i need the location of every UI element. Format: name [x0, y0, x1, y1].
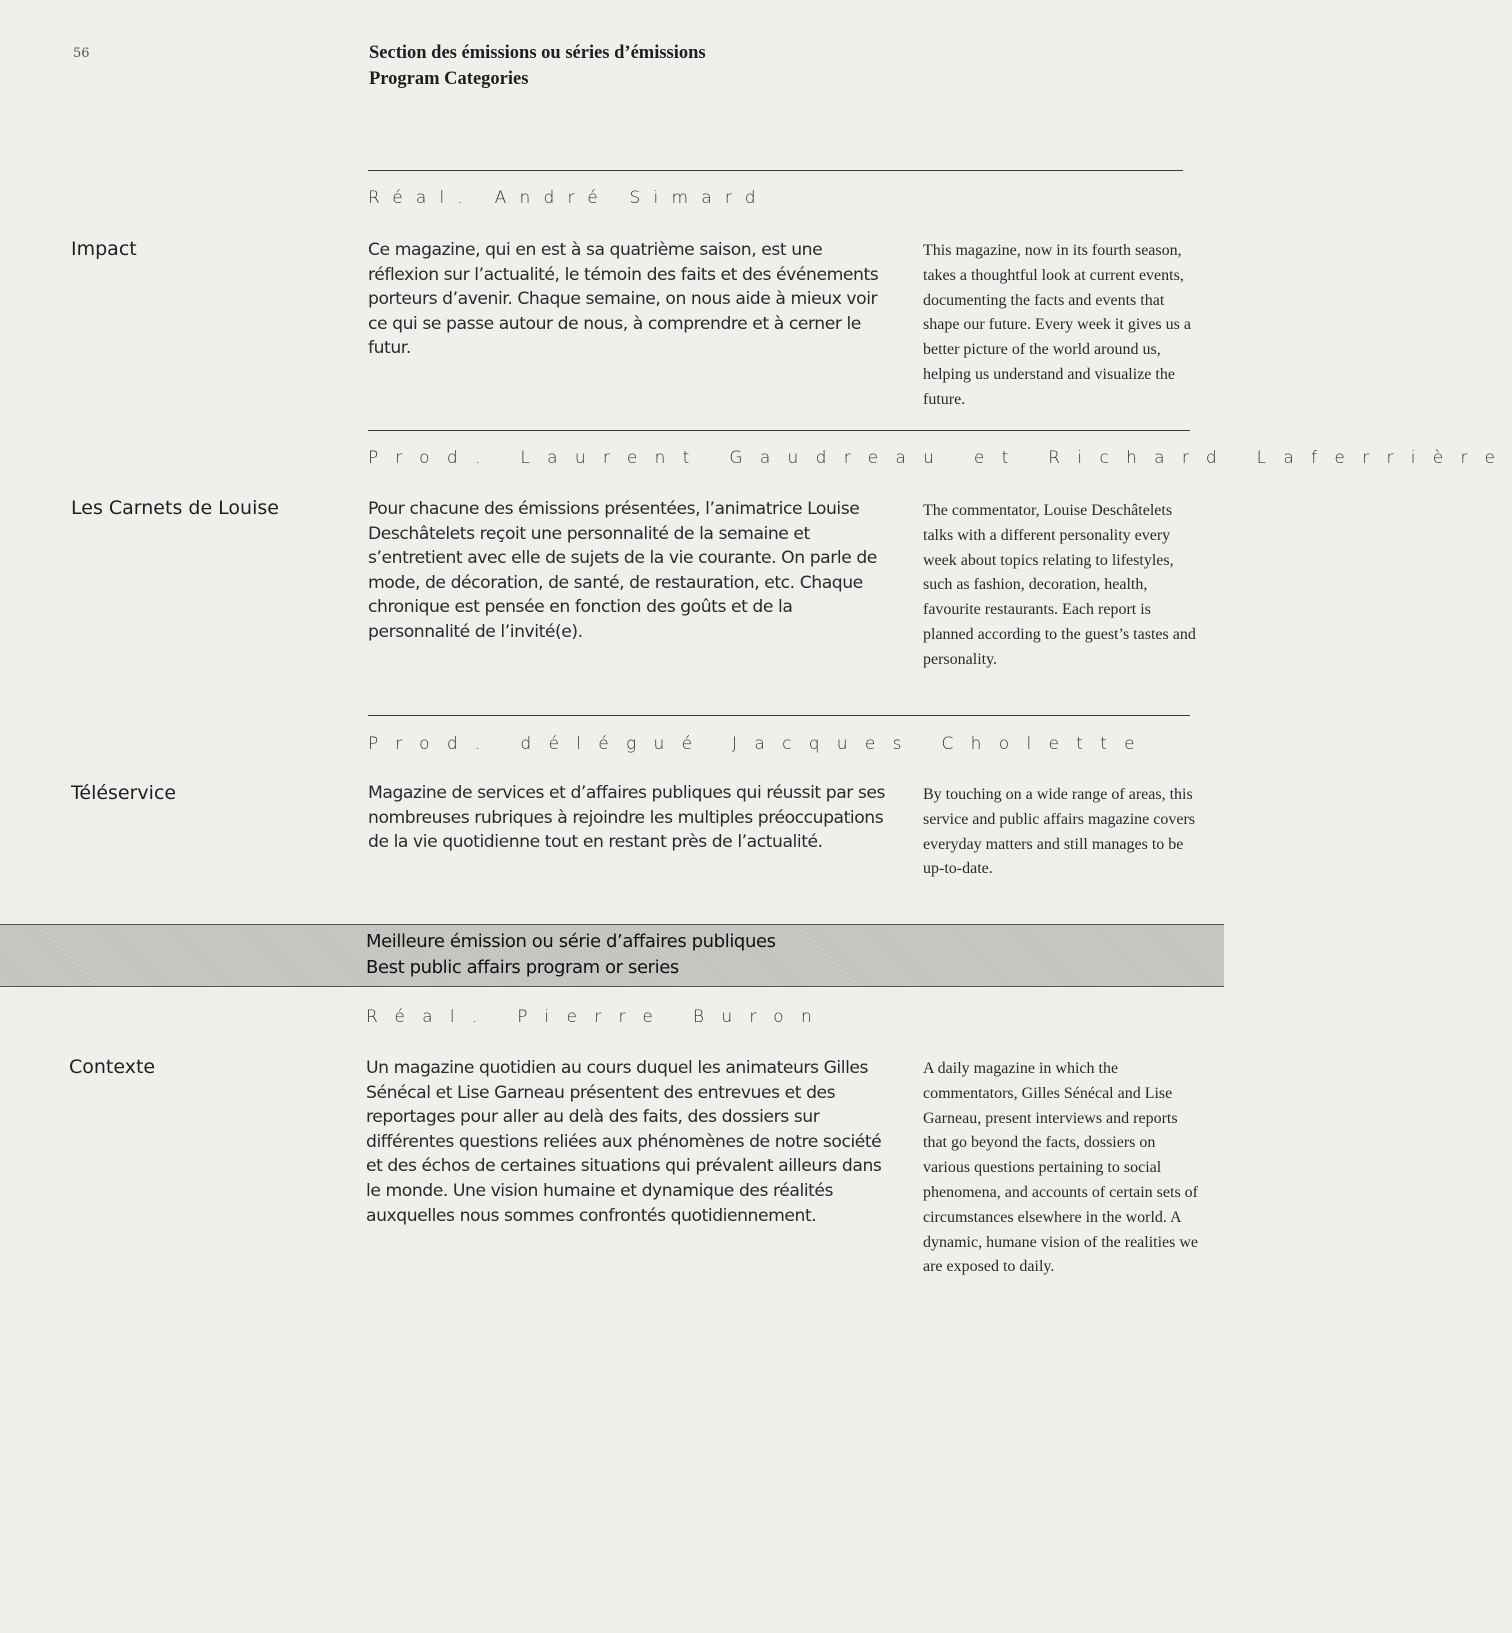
page-number: 56 — [73, 46, 90, 61]
category-heading — [366, 929, 776, 980]
english-description: The commentator, Louise Deschâtelets talks with a different personality every week about topics relating to lifestyles, such as fashion, decoration, health, favourite restaurants. Each report is planned according to the guest’s tastes and personality. — [923, 502, 1196, 668]
divider — [368, 715, 1190, 716]
divider — [368, 170, 1183, 171]
credit-line: Prod. Laurent Gaudreau et Richard Laferrière — [368, 448, 1512, 468]
section-header — [369, 40, 706, 92]
english-description: This magazine, now in its fourth season, takes a thoughtful look at current events, documenting the facts and events that shape our future. Every week it gives us a better picture of the world around us, helping us understand and visualize the future. — [923, 242, 1191, 408]
header-french: Section des émissions ou séries d’émissions — [369, 43, 706, 63]
program-title: Contexte — [69, 1056, 156, 1078]
program-title: Les Carnets de Louise — [71, 497, 279, 519]
french-description: Pour chacune des émissions présentées, l’animatrice Louise Deschâtelets reçoit une personnalité de la semaine et s’entretient avec elle de sujets de la vie courante. On parle de mode, de décoration, de santé, de restauration, etc. Chaque chronique est pensée en fonction des goûts et de la personnalité de l’invité(e). — [368, 499, 877, 642]
french-description: Un magazine quotidien au cours duquel les animateurs Gilles Sénécal et Lise Garneau présentent des entrevues et des reportages pour aller au delà des faits, des dossiers sur différentes questions reliées aux phénomènes de notre société et des échos de certaines situations qui prévalent ailleurs dans le monde. Une vision humaine et dynamique des réalités auxquelles nous sommes confrontés quotidiennement. — [366, 1058, 882, 1226]
english-description: By touching on a wide range of areas, this service and public affairs magazine covers everyday matters and still manages to be up-to-date. — [923, 786, 1196, 878]
header-english: Program Categories — [369, 69, 529, 89]
divider — [368, 430, 1190, 431]
program-title: Impact — [71, 238, 137, 260]
french-description: Ce magazine, qui en est à sa quatrième saison, est une réflexion sur l’actualité, le témoin des faits et des événements porteurs d’avenir. Chaque semaine, on nous aide à mieux voir ce qui se passe autour de nous, à comprendre et à cerner le futur. — [368, 240, 879, 359]
credit-line: Réal. Pierre Buron — [366, 1007, 830, 1027]
category-french: Meilleure émission ou série d’affaires publiques — [366, 931, 776, 952]
credit-line: Réal. André Simard — [368, 188, 769, 208]
english-description: A daily magazine in which the commentators, Gilles Sénécal and Lise Garneau, present interviews and reports that go beyond the facts, dossiers on various questions pertaining to social phenomena, and accounts of certain sets of circumstances elsewhere in the world. A dynamic, humane vision of the realities we are exposed to daily. — [923, 1060, 1199, 1276]
credit-line: Prod. délégué Jacques Cholette — [368, 734, 1152, 754]
category-english: Best public affairs program or series — [366, 956, 679, 978]
french-description: Magazine de services et d’affaires publiques qui réussit par ses nombreuses rubriques à rejoindre les multiples préoccupations de la vie quotidienne tout en restant près de l’actualité. — [368, 783, 886, 853]
program-title: Téléservice — [71, 782, 177, 804]
